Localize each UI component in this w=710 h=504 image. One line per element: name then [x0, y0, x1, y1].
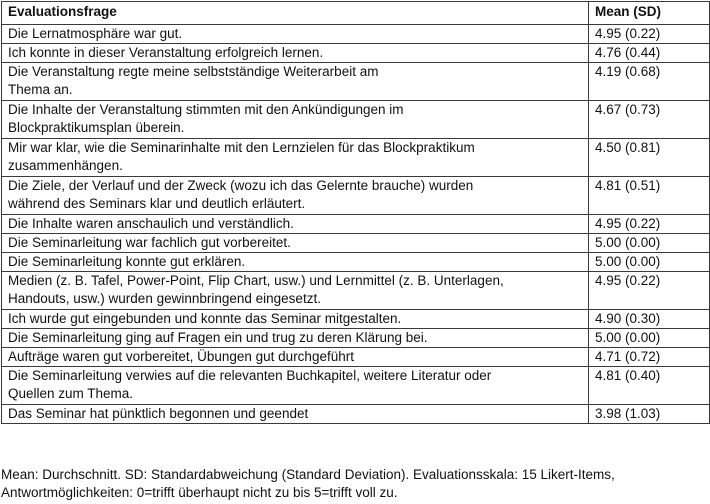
question-cell — [2, 367, 589, 405]
mean-cell: 4.67 (0.73) — [589, 101, 710, 139]
question-cell — [2, 25, 589, 44]
question-text-line2: zusammenhängen. — [8, 158, 123, 173]
header-mean: Mean (SD) — [589, 2, 710, 25]
question-text-line2: Blockpraktikumsplan überein. — [8, 120, 185, 135]
table-row — [2, 329, 710, 348]
question-cell — [2, 253, 589, 272]
mean-cell: 3.98 (1.03) — [589, 405, 710, 424]
mean-cell: 4.95 (0.22) — [589, 25, 710, 44]
question-text: Die Seminarleitung verwies auf die relevanten Buchkapitel, weitere Literatur oder — [8, 368, 492, 383]
question-cell — [2, 234, 589, 253]
question-text: Ich konnte in dieser Veranstaltung erfolgreich lernen. — [8, 45, 324, 60]
question-cell — [2, 348, 589, 367]
mean-cell: 5.00 (0.00) — [589, 234, 710, 253]
table-row — [2, 25, 710, 44]
mean-cell: 4.76 (0.44) — [589, 44, 710, 63]
question-text: Die Inhalte der Veranstaltung stimmten mit den Ankündigungen im — [8, 102, 404, 117]
table-footnote — [1, 466, 707, 502]
question-text: Medien (z. B. Tafel, Power-Point, Flip Chart, usw.) und Lernmittel (z. B. Unterlagen, — [8, 273, 504, 288]
question-text-line2: Handouts, usw.) wurden gewinnbringend eingesetzt. — [8, 291, 321, 306]
question-text-line2: Thema an. — [8, 82, 73, 97]
table-row — [2, 405, 710, 424]
table-row — [2, 272, 710, 310]
table-row — [2, 234, 710, 253]
mean-cell: 4.81 (0.51) — [589, 177, 710, 215]
footnote-line-1: Mean: Durchschnitt. SD: Standardabweichung (Standard Deviation). Evaluationsskala: 15 Likert-Items, — [1, 467, 615, 482]
table-header-row — [2, 2, 710, 25]
table-row — [2, 44, 710, 63]
mean-cell: 4.81 (0.40) — [589, 367, 710, 405]
table-row — [2, 101, 710, 139]
table-row — [2, 215, 710, 234]
table-row — [2, 367, 710, 405]
question-cell — [2, 405, 589, 424]
mean-cell: 4.50 (0.81) — [589, 139, 710, 177]
table-row — [2, 310, 710, 329]
evaluation-table — [1, 1, 710, 424]
mean-cell: 4.95 (0.22) — [589, 272, 710, 310]
header-question: Evaluationsfrage — [2, 2, 589, 25]
footnote-line-2: Antwortmöglichkeiten: 0=trifft überhaupt nicht zu bis 5=trifft voll zu. — [1, 485, 398, 500]
question-text: Die Seminarleitung ging auf Fragen ein und trug zu deren Klärung bei. — [8, 330, 428, 345]
table-row — [2, 348, 710, 367]
question-cell — [2, 215, 589, 234]
table-row — [2, 177, 710, 215]
mean-cell: 4.95 (0.22) — [589, 215, 710, 234]
mean-cell: 4.19 (0.68) — [589, 63, 710, 101]
question-text-line2: während des Seminars klar und deutlich erläutert. — [8, 196, 306, 211]
question-cell — [2, 63, 589, 101]
mean-cell: 4.71 (0.72) — [589, 348, 710, 367]
question-cell — [2, 101, 589, 139]
question-text: Die Ziele, der Verlauf und der Zweck (wozu ich das Gelernte brauche) wurden — [8, 178, 474, 193]
table-row — [2, 63, 710, 101]
question-cell — [2, 329, 589, 348]
mean-cell: 5.00 (0.00) — [589, 253, 710, 272]
question-text: Das Seminar hat pünktlich begonnen und geendet — [8, 406, 309, 421]
question-text: Die Inhalte waren anschaulich und verständlich. — [8, 216, 294, 231]
question-text: Mir war klar, wie die Seminarinhalte mit den Lernzielen für das Blockpraktikum — [8, 140, 475, 155]
question-text: Die Seminarleitung konnte gut erklären. — [8, 254, 246, 269]
question-text: Die Seminarleitung war fachlich gut vorbereitet. — [8, 235, 291, 250]
table-row — [2, 139, 710, 177]
question-text: Die Veranstaltung regte meine selbstständige Weiterarbeit am — [8, 64, 379, 79]
question-text-line2: Quellen zum Thema. — [8, 386, 134, 401]
question-cell — [2, 310, 589, 329]
question-text: Ich wurde gut eingebunden und konnte das Seminar mitgestalten. — [8, 311, 402, 326]
question-text: Die Lernatmosphäre war gut. — [8, 26, 183, 41]
question-cell — [2, 44, 589, 63]
question-cell — [2, 139, 589, 177]
table-row — [2, 253, 710, 272]
question-cell — [2, 272, 589, 310]
mean-cell: 4.90 (0.30) — [589, 310, 710, 329]
question-text: Aufträge waren gut vorbereitet, Übungen gut durchgeführt — [8, 349, 354, 364]
mean-cell: 5.00 (0.00) — [589, 329, 710, 348]
question-cell — [2, 177, 589, 215]
